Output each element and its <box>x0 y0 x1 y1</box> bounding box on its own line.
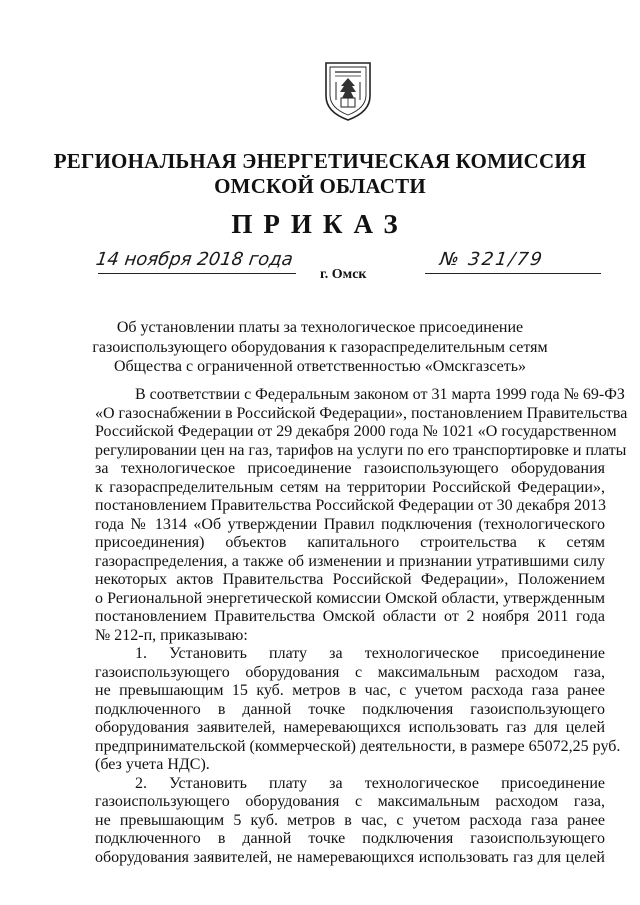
body-line: «О газоснабжении в Российской Федерации», постановлением Правительства <box>95 404 628 422</box>
item2-line: газоиспользующего оборудования с максимальным расходом газа, <box>95 793 605 810</box>
body-line: постановлением Правительства Омской области от 2 ноября 2011 года <box>95 608 605 625</box>
item2-line: 2. Установить плату за технологическое присоединение <box>135 774 605 792</box>
item1-line: 1. Установить плату за технологическое присоединение <box>135 645 605 662</box>
organization-name-line2: ОМСКОЙ ОБЛАСТИ <box>214 174 426 198</box>
subject-line: Общества с ограниченной ответственностью «Омскгазсеть» <box>113 358 527 375</box>
coat-of-arms-icon <box>323 60 373 122</box>
body-line: газораспределения, а также об изменении и признании утратившими силу <box>95 552 605 570</box>
item2-line: оборудования заявителей, не намеревающихся использовать газ для целей <box>95 848 605 866</box>
body-line: В соответствии с Федеральным законом от 31 марта 1999 года № 69-ФЗ <box>135 386 625 403</box>
body-line: регулировании цен на газ, тарифов на услуги по его транспортировке и платы <box>95 441 627 459</box>
order-subject <box>0 318 640 377</box>
body-line: некоторых актов Правительства Российской Федерации», Положением <box>95 571 605 588</box>
date-underline <box>98 273 296 274</box>
body-line: года № 1314 «Об утверждении Правил подключения (технологического <box>95 515 605 533</box>
organization-name-line1: РЕГИОНАЛЬНАЯ ЭНЕРГЕТИЧЕСКАЯ КОМИССИЯ <box>53 149 587 173</box>
body-line: Российской Федерации от 29 декабря 2000 года № 1021 «О государственном <box>95 423 617 440</box>
subject-line: газоиспользующего оборудования к газораспределительным сетям <box>92 338 548 356</box>
item1-line: не превышающим 15 куб. метров в час, с учетом расхода газа ранее <box>95 682 605 699</box>
subject-line: Об установлении платы за технологическое присоединение <box>116 319 524 336</box>
number-underline <box>425 273 601 274</box>
handwritten-order-number: № 321/79 <box>438 249 546 270</box>
body-line: о Региональной энергетической комиссии Омской области, утвержденным <box>95 589 605 607</box>
item1-line: газоиспользующего оборудования с максимальным расходом газа, <box>95 663 605 681</box>
order-preamble <box>95 386 628 867</box>
body-line: присоединения) объектов капитального строительства к сетям <box>95 534 605 551</box>
body-line: № 212-п, приказываю: <box>95 626 248 644</box>
item2-line: не превышающим 5 куб. метров в час, с учетом расхода газа ранее <box>95 811 605 829</box>
item2-line: подключенного в данной точке подключения газоиспользующего <box>95 830 605 847</box>
item1-line: предпринимательской (коммерческой) деятельности, в размере 65072,25 руб. <box>95 737 621 755</box>
body-line: постановлением Правительства Российской Федерации от 30 декабря 2013 <box>95 497 606 514</box>
city-label: г. Омск <box>320 267 367 282</box>
item1-line: оборудования заявителей, намеревающихся использовать газ для целей <box>95 719 605 736</box>
item1-line: подключенного в данной точке подключения газоиспользующего <box>95 700 605 718</box>
item1-line: (без учета НДС). <box>95 756 210 773</box>
body-line: к газораспределительным сетям на территории Российской Федерации», <box>95 478 605 496</box>
body-line: за технологическое присоединение газоиспользующего оборудования <box>95 460 605 477</box>
document-type-title: ПРИКАЗ <box>231 209 409 239</box>
handwritten-date: 14 ноября 2018 года <box>94 249 295 270</box>
